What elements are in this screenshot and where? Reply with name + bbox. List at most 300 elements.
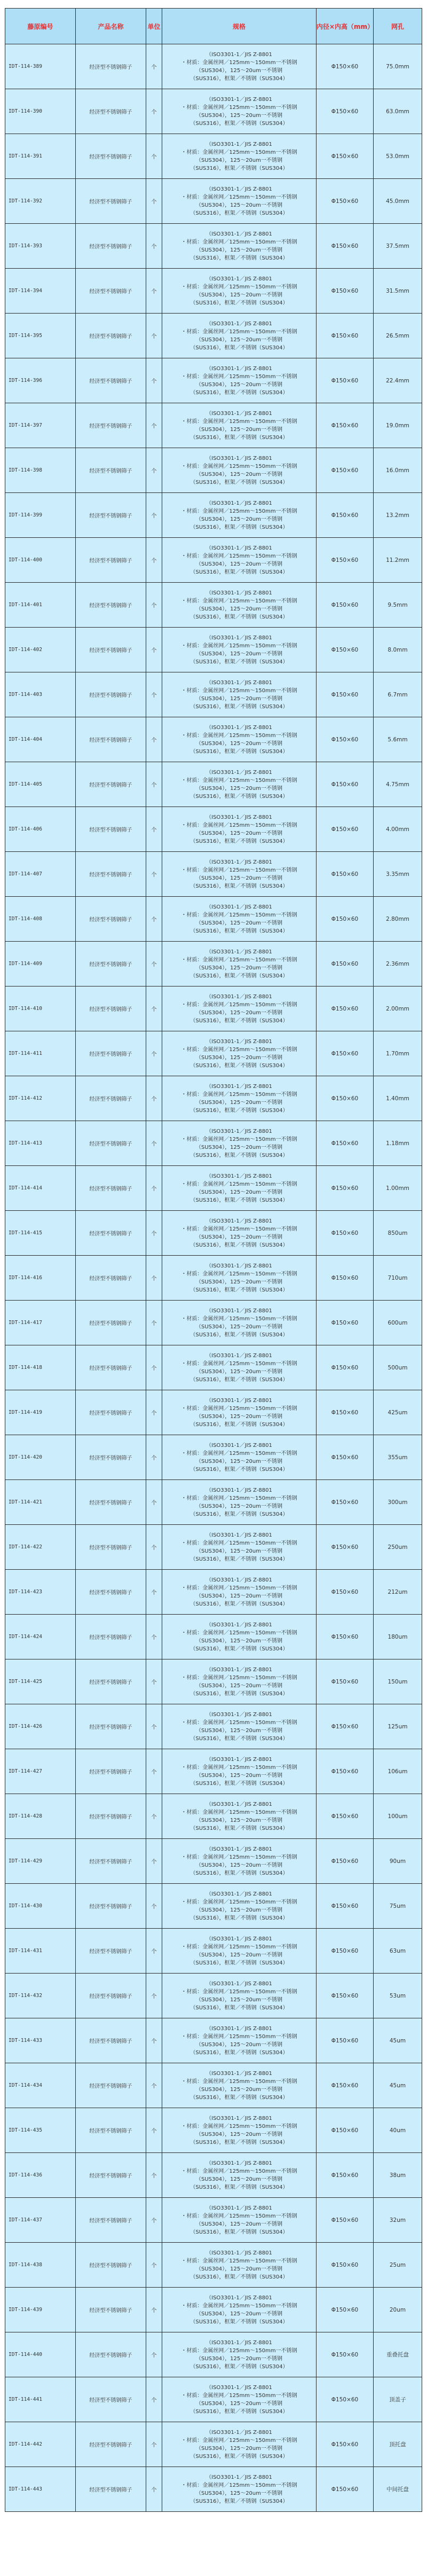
product-size: Φ150×60 bbox=[317, 1435, 374, 1480]
spec-line: ・材质：金属丝网／125mm～150mm一不锈钢 bbox=[181, 2168, 297, 2174]
product-spec bbox=[162, 1166, 317, 1211]
spec-line: ・材质：金属丝网／125mm～150mm一不锈钢 bbox=[181, 463, 297, 469]
product-mesh: 3.35mm bbox=[374, 852, 422, 897]
spec-line: （ISO3301-1／JIS Z-8801 bbox=[206, 2474, 272, 2480]
table-row bbox=[5, 1031, 422, 1076]
product-name: 经济型不锈钢筛子 bbox=[76, 986, 146, 1031]
product-mesh: 45um bbox=[374, 2018, 422, 2063]
spec-line: （SUS316），框架／不锈钢（SUS304） bbox=[190, 973, 288, 979]
table-header-row bbox=[5, 9, 422, 44]
product-size: Φ150×60 bbox=[317, 942, 374, 986]
table-row bbox=[5, 358, 422, 403]
product-unit: 个 bbox=[146, 358, 162, 403]
product-mesh: 106um bbox=[374, 1749, 422, 1794]
spec-line: （SUS304），125～20um一不锈钢 bbox=[196, 740, 282, 747]
product-unit: 个 bbox=[146, 2467, 162, 2512]
product-unit: 个 bbox=[146, 493, 162, 538]
spec-line: （ISO3301-1／JIS Z-8801 bbox=[206, 2205, 272, 2211]
spec-line: （ISO3301-1／JIS Z-8801 bbox=[206, 993, 272, 1000]
spec-line: ・材质：金属丝网／125mm～150mm一不锈钢 bbox=[181, 59, 297, 66]
spec-line: ・材质：金属丝网／125mm～150mm一不锈钢 bbox=[181, 2213, 297, 2219]
product-mesh: 6.7mm bbox=[374, 672, 422, 717]
product-name: 经济型不锈钢筛子 bbox=[76, 2377, 146, 2422]
header-mesh: 网孔 bbox=[374, 9, 422, 44]
spec-line: （SUS304），125～20um一不锈钢 bbox=[196, 426, 282, 433]
product-code: IDT-114-427 bbox=[5, 1749, 76, 1794]
product-code: IDT-114-415 bbox=[5, 1211, 76, 1256]
spec-line: （SUS316），框架／不锈钢（SUS304） bbox=[190, 1556, 288, 1562]
spec-line: ・材质：金属丝网／125mm～150mm一不锈钢 bbox=[181, 284, 297, 290]
product-size: Φ150×60 bbox=[317, 179, 374, 224]
spec-line: ・材质：金属丝网／125mm～150mm一不锈钢 bbox=[181, 2123, 297, 2129]
product-spec bbox=[162, 179, 317, 224]
spec-line: （SUS304），125～20um一不锈钢 bbox=[196, 2266, 282, 2272]
product-unit: 个 bbox=[146, 1301, 162, 1345]
spec-line: （SUS304），125～20um一不锈钢 bbox=[196, 651, 282, 657]
product-spec bbox=[162, 1211, 317, 1256]
product-mesh: 40um bbox=[374, 2108, 422, 2153]
product-size: Φ150×60 bbox=[317, 224, 374, 269]
spec-line: （SUS316），框架／不锈钢（SUS304） bbox=[190, 524, 288, 530]
product-size: Φ150×60 bbox=[317, 1031, 374, 1076]
product-code: IDT-114-422 bbox=[5, 1525, 76, 1570]
product-name: 经济型不锈钢筛子 bbox=[76, 1659, 146, 1704]
product-mesh: 11.2mm bbox=[374, 538, 422, 583]
spec-line: （ISO3301-1／JIS Z-8801 bbox=[206, 814, 272, 820]
header-size: 内径×内高（mm） bbox=[317, 9, 374, 44]
spec-line: （SUS316），框架／不锈钢（SUS304） bbox=[190, 165, 288, 171]
product-name: 经济型不锈钢筛子 bbox=[76, 1749, 146, 1794]
spec-line: ・材质：金属丝网／125mm～150mm一不锈钢 bbox=[181, 1450, 297, 1457]
product-name: 经济型不锈钢筛子 bbox=[76, 1704, 146, 1749]
spec-line: （SUS304），125～20um一不锈钢 bbox=[196, 1054, 282, 1061]
product-mesh: 20um bbox=[374, 2288, 422, 2332]
product-name: 经济型不锈钢筛子 bbox=[76, 269, 146, 314]
table-row bbox=[5, 269, 422, 314]
spec-line: ・材质：金属丝网／125mm～150mm一不锈钢 bbox=[181, 1136, 297, 1142]
product-mesh: 中间托盘 bbox=[374, 2467, 422, 2512]
product-code: IDT-114-389 bbox=[5, 44, 76, 89]
product-name: 经济型不锈钢筛子 bbox=[76, 1884, 146, 1929]
product-size: Φ150×60 bbox=[317, 1211, 374, 1256]
spec-line: （SUS316），框架／不锈钢（SUS304） bbox=[190, 2184, 288, 2190]
spec-line: （SUS316），框架／不锈钢（SUS304） bbox=[190, 1915, 288, 1921]
spec-line: （ISO3301-1／JIS Z-8801 bbox=[206, 1577, 272, 1583]
product-size: Φ150×60 bbox=[317, 44, 374, 89]
product-size: Φ150×60 bbox=[317, 1121, 374, 1166]
product-unit: 个 bbox=[146, 314, 162, 358]
product-mesh: 8.0mm bbox=[374, 628, 422, 672]
spec-line: （ISO3301-1／JIS Z-8801 bbox=[206, 1352, 272, 1359]
product-code: IDT-114-425 bbox=[5, 1659, 76, 1704]
spec-line: （ISO3301-1／JIS Z-8801 bbox=[206, 186, 272, 192]
product-unit: 个 bbox=[146, 1256, 162, 1301]
table-row bbox=[5, 2422, 422, 2467]
product-size: Φ150×60 bbox=[317, 1390, 374, 1435]
spec-line: （SUS316），框架／不锈钢（SUS304） bbox=[190, 614, 288, 620]
product-unit: 个 bbox=[146, 1659, 162, 1704]
spec-line: ・材质：金属丝网／125mm～150mm一不锈钢 bbox=[181, 2258, 297, 2264]
product-unit: 个 bbox=[146, 1794, 162, 1839]
product-mesh: 9.5mm bbox=[374, 583, 422, 628]
product-mesh: 25um bbox=[374, 2243, 422, 2288]
spec-line: （SUS304），125～20um一不锈钢 bbox=[196, 112, 282, 119]
spec-line: （SUS304），125～20um一不锈钢 bbox=[196, 1862, 282, 1868]
product-name: 经济型不锈钢筛子 bbox=[76, 672, 146, 717]
table-row bbox=[5, 1615, 422, 1659]
product-size: Φ150×60 bbox=[317, 1615, 374, 1659]
product-spec bbox=[162, 224, 317, 269]
product-spec bbox=[162, 1659, 317, 1704]
product-size: Φ150×60 bbox=[317, 852, 374, 897]
product-unit: 个 bbox=[146, 2198, 162, 2243]
spec-line: （SUS316），框架／不锈钢（SUS304） bbox=[190, 1601, 288, 1607]
product-size: Φ150×60 bbox=[317, 1301, 374, 1345]
product-size: Φ150×60 bbox=[317, 897, 374, 942]
product-unit: 个 bbox=[146, 1749, 162, 1794]
spec-line: ・材质：金属丝网／125mm～150mm一不锈钢 bbox=[181, 777, 297, 784]
product-spec bbox=[162, 1480, 317, 1525]
product-mesh: 90um bbox=[374, 1839, 422, 1884]
product-name: 经济型不锈钢筛子 bbox=[76, 583, 146, 628]
spec-line: （SUS316），框架／不锈钢（SUS304） bbox=[190, 1107, 288, 1114]
product-spec bbox=[162, 2422, 317, 2467]
product-unit: 个 bbox=[146, 672, 162, 717]
product-unit: 个 bbox=[146, 762, 162, 807]
spec-line: （SUS316），框架／不锈钢（SUS304） bbox=[190, 1332, 288, 1338]
spec-line: ・材质：金属丝网／125mm～150mm一不锈钢 bbox=[181, 2033, 297, 2040]
product-size: Φ150×60 bbox=[317, 628, 374, 672]
product-code: IDT-114-436 bbox=[5, 2153, 76, 2198]
product-spec bbox=[162, 1525, 317, 1570]
spec-line: （SUS304），125～20um一不锈钢 bbox=[196, 1279, 282, 1285]
product-spec bbox=[162, 986, 317, 1031]
product-code: IDT-114-414 bbox=[5, 1166, 76, 1211]
product-mesh: 顶托盘 bbox=[374, 2422, 422, 2467]
spec-line: （ISO3301-1／JIS Z-8801 bbox=[206, 1307, 272, 1314]
product-spec bbox=[162, 269, 317, 314]
spec-line: ・材质：金属丝网／125mm～150mm一不锈钢 bbox=[181, 912, 297, 918]
table-row bbox=[5, 1929, 422, 1974]
spec-line: （ISO3301-1／JIS Z-8801 bbox=[206, 1173, 272, 1179]
spec-line: （ISO3301-1／JIS Z-8801 bbox=[206, 2115, 272, 2121]
product-name: 经济型不锈钢筛子 bbox=[76, 1570, 146, 1615]
spec-line: （SUS304），125～20um一不锈钢 bbox=[196, 336, 282, 343]
product-name: 经济型不锈钢筛子 bbox=[76, 1390, 146, 1435]
header-spec: 规格 bbox=[162, 9, 317, 44]
spec-line: （SUS316），框架／不锈钢（SUS304） bbox=[190, 748, 288, 755]
product-code: IDT-114-398 bbox=[5, 448, 76, 493]
spec-line: ・材质：金属丝网／125mm～150mm一不锈钢 bbox=[181, 508, 297, 514]
spec-line: ・材质：金属丝网／125mm～150mm一不锈钢 bbox=[181, 1809, 297, 1815]
product-unit: 个 bbox=[146, 2153, 162, 2198]
spec-line: （SUS304），125～20um一不锈钢 bbox=[196, 1593, 282, 1599]
spec-line: （SUS316），框架／不锈钢（SUS304） bbox=[190, 2319, 288, 2325]
spec-line: （ISO3301-1／JIS Z-8801 bbox=[206, 1263, 272, 1269]
product-name: 经济型不锈钢筛子 bbox=[76, 1480, 146, 1525]
product-size: Φ150×60 bbox=[317, 2153, 374, 2198]
product-unit: 个 bbox=[146, 403, 162, 448]
product-size: Φ150×60 bbox=[317, 269, 374, 314]
product-size: Φ150×60 bbox=[317, 2018, 374, 2063]
product-unit: 个 bbox=[146, 1345, 162, 1390]
product-unit: 个 bbox=[146, 2018, 162, 2063]
product-spec bbox=[162, 1435, 317, 1480]
product-name: 经济型不锈钢筛子 bbox=[76, 1256, 146, 1301]
spec-line: （SUS316），框架／不锈钢（SUS304） bbox=[190, 659, 288, 665]
spec-line: （ISO3301-1／JIS Z-8801 bbox=[206, 859, 272, 865]
spec-line: ・材质：金属丝网／125mm～150mm一不锈钢 bbox=[181, 2347, 297, 2354]
spec-line: （ISO3301-1／JIS Z-8801 bbox=[206, 500, 272, 506]
product-mesh: 212um bbox=[374, 1570, 422, 1615]
product-code: IDT-114-392 bbox=[5, 179, 76, 224]
spec-line: （SUS316），框架／不锈钢（SUS304） bbox=[190, 1017, 288, 1024]
spec-line: （ISO3301-1／JIS Z-8801 bbox=[206, 2295, 272, 2301]
product-mesh: 13.2mm bbox=[374, 493, 422, 538]
product-code: IDT-114-420 bbox=[5, 1435, 76, 1480]
product-unit: 个 bbox=[146, 852, 162, 897]
table-row bbox=[5, 44, 422, 89]
table-row bbox=[5, 538, 422, 583]
product-unit: 个 bbox=[146, 1031, 162, 1076]
product-unit: 个 bbox=[146, 986, 162, 1031]
product-size: Φ150×60 bbox=[317, 986, 374, 1031]
table-row bbox=[5, 1301, 422, 1345]
table-row bbox=[5, 403, 422, 448]
product-unit: 个 bbox=[146, 1929, 162, 1974]
spec-line: （SUS304），125～20um一不锈钢 bbox=[196, 1503, 282, 1509]
product-name: 经济型不锈钢筛子 bbox=[76, 2288, 146, 2332]
spec-line: （SUS304），125～20um一不锈钢 bbox=[196, 2311, 282, 2317]
spec-line: ・材质：金属丝网／125mm～150mm一不锈钢 bbox=[181, 2392, 297, 2399]
product-spec bbox=[162, 1121, 317, 1166]
product-code: IDT-114-418 bbox=[5, 1345, 76, 1390]
spec-line: （SUS316），框架／不锈钢（SUS304） bbox=[190, 344, 288, 351]
product-name: 经济型不锈钢筛子 bbox=[76, 1615, 146, 1659]
product-size: Φ150×60 bbox=[317, 1570, 374, 1615]
spec-line: （SUS304），125～20um一不锈钢 bbox=[196, 2041, 282, 2048]
table-row bbox=[5, 448, 422, 493]
spec-line: （SUS316），框架／不锈钢（SUS304） bbox=[190, 210, 288, 216]
spec-line: （SUS304），125～20um一不锈钢 bbox=[196, 920, 282, 926]
product-spec bbox=[162, 2153, 317, 2198]
spec-line: （SUS316），框架／不锈钢（SUS304） bbox=[190, 2274, 288, 2280]
spec-line: （SUS304），125～20um一不锈钢 bbox=[196, 875, 282, 881]
header-code: 藤原编号 bbox=[5, 9, 76, 44]
product-unit: 个 bbox=[146, 583, 162, 628]
product-code: IDT-114-409 bbox=[5, 942, 76, 986]
table-row bbox=[5, 628, 422, 672]
product-unit: 个 bbox=[146, 44, 162, 89]
spec-line: （SUS304），125～20um一不锈钢 bbox=[196, 1458, 282, 1465]
spec-line: ・材质：金属丝网／125mm～150mm一不锈钢 bbox=[181, 1316, 297, 1322]
table-row bbox=[5, 1480, 422, 1525]
spec-line: ・材质：金属丝网／125mm～150mm一不锈钢 bbox=[181, 239, 297, 245]
spec-line: （ISO3301-1／JIS Z-8801 bbox=[206, 1397, 272, 1404]
product-size: Φ150×60 bbox=[317, 2467, 374, 2512]
table-row bbox=[5, 2332, 422, 2377]
table-row bbox=[5, 897, 422, 942]
table-row bbox=[5, 2153, 422, 2198]
product-name: 经济型不锈钢筛子 bbox=[76, 403, 146, 448]
product-unit: 个 bbox=[146, 717, 162, 762]
product-mesh: 355um bbox=[374, 1435, 422, 1480]
product-unit: 个 bbox=[146, 448, 162, 493]
spec-line: （SUS316），框架／不锈钢（SUS304） bbox=[190, 255, 288, 261]
spec-line: ・材质：金属丝网／125mm～150mm一不锈钢 bbox=[181, 822, 297, 828]
product-spec bbox=[162, 1031, 317, 1076]
table-row bbox=[5, 1166, 422, 1211]
product-size: Φ150×60 bbox=[317, 2108, 374, 2153]
product-code: IDT-114-407 bbox=[5, 852, 76, 897]
product-size: Φ150×60 bbox=[317, 1749, 374, 1794]
spec-line: （SUS316），框架／不锈钢（SUS304） bbox=[190, 1735, 288, 1742]
product-mesh: 75.0mm bbox=[374, 44, 422, 89]
spec-line: （SUS304），125～20um一不锈钢 bbox=[196, 606, 282, 612]
spec-line: ・材质：金属丝网／125mm～150mm一不锈钢 bbox=[181, 2482, 297, 2488]
table-row bbox=[5, 179, 422, 224]
product-size: Φ150×60 bbox=[317, 1166, 374, 1211]
table-row bbox=[5, 224, 422, 269]
product-code: IDT-114-417 bbox=[5, 1301, 76, 1345]
spec-line: ・材质：金属丝网／125mm～150mm一不锈钢 bbox=[181, 149, 297, 155]
product-code: IDT-114-399 bbox=[5, 493, 76, 538]
product-code: IDT-114-435 bbox=[5, 2108, 76, 2153]
spec-line: （SUS316），框架／不锈钢（SUS304） bbox=[190, 838, 288, 844]
product-code: IDT-114-404 bbox=[5, 717, 76, 762]
table-row bbox=[5, 2377, 422, 2422]
spec-line: ・材质：金属丝网／125mm～150mm一不锈钢 bbox=[181, 2437, 297, 2444]
spec-line: （ISO3301-1／JIS Z-8801 bbox=[206, 1756, 272, 1763]
spec-line: （ISO3301-1／JIS Z-8801 bbox=[206, 1980, 272, 1987]
spec-line: （SUS304），125～20um一不锈钢 bbox=[196, 2221, 282, 2227]
product-mesh: 75um bbox=[374, 1884, 422, 1929]
table-row bbox=[5, 1749, 422, 1794]
spec-line: ・材质：金属丝网／125mm～150mm一不锈钢 bbox=[181, 1001, 297, 1008]
product-name: 经济型不锈钢筛子 bbox=[76, 358, 146, 403]
product-unit: 个 bbox=[146, 2063, 162, 2108]
spec-line: ・材质：金属丝网／125mm～150mm一不锈钢 bbox=[181, 1719, 297, 1726]
spec-line: （SUS316），框架／不锈钢（SUS304） bbox=[190, 1646, 288, 1652]
product-name: 经济型不锈钢筛子 bbox=[76, 1839, 146, 1884]
spec-line: （SUS316），框架／不锈钢（SUS304） bbox=[190, 75, 288, 82]
spec-line: （ISO3301-1／JIS Z-8801 bbox=[206, 1666, 272, 1673]
product-spec bbox=[162, 1570, 317, 1615]
product-mesh: 2.00mm bbox=[374, 986, 422, 1031]
spec-line: （SUS316），框架／不锈钢（SUS304） bbox=[190, 1421, 288, 1428]
table-row bbox=[5, 2467, 422, 2512]
product-mesh: 425um bbox=[374, 1390, 422, 1435]
product-spec bbox=[162, 942, 317, 986]
product-code: IDT-114-429 bbox=[5, 1839, 76, 1884]
spec-line: （SUS316），框架／不锈钢（SUS304） bbox=[190, 120, 288, 127]
product-unit: 个 bbox=[146, 1884, 162, 1929]
spec-line: ・材质：金属丝网／125mm～150mm一不锈钢 bbox=[181, 328, 297, 335]
spec-line: （SUS316），框架／不锈钢（SUS304） bbox=[190, 2049, 288, 2056]
product-name: 经济型不锈钢筛子 bbox=[76, 1929, 146, 1974]
product-mesh: 53um bbox=[374, 1974, 422, 2018]
spec-line: （SUS316），框架／不锈钢（SUS304） bbox=[190, 569, 288, 575]
product-spec bbox=[162, 1704, 317, 1749]
spec-line: （ISO3301-1／JIS Z-8801 bbox=[206, 545, 272, 551]
spec-line: ・材质：金属丝网／125mm～150mm一不锈钢 bbox=[181, 1988, 297, 1995]
spec-line: （SUS304），125～20um一不锈钢 bbox=[196, 1234, 282, 1240]
product-spec bbox=[162, 2063, 317, 2108]
product-mesh: 1.18mm bbox=[374, 1121, 422, 1166]
product-name: 经济型不锈钢筛子 bbox=[76, 807, 146, 852]
spec-line: ・材质：金属丝网／125mm～150mm一不锈钢 bbox=[181, 957, 297, 963]
product-mesh: 300um bbox=[374, 1480, 422, 1525]
table-row bbox=[5, 986, 422, 1031]
product-spec bbox=[162, 2018, 317, 2063]
spec-line: （ISO3301-1／JIS Z-8801 bbox=[206, 1711, 272, 1718]
spec-line: （ISO3301-1／JIS Z-8801 bbox=[206, 320, 272, 327]
product-unit: 个 bbox=[146, 1615, 162, 1659]
spec-line: ・材质：金属丝网／125mm～150mm一不锈钢 bbox=[181, 2303, 297, 2309]
spec-line: （SUS316），框架／不锈钢（SUS304） bbox=[190, 1197, 288, 1203]
product-name: 经济型不锈钢筛子 bbox=[76, 1794, 146, 1839]
product-spec bbox=[162, 807, 317, 852]
header-name: 产品名称 bbox=[76, 9, 146, 44]
spec-line: ・材质：金属丝网／125mm～150mm一不锈钢 bbox=[181, 1091, 297, 1098]
table-row bbox=[5, 1659, 422, 1704]
product-name: 经济型不锈钢筛子 bbox=[76, 1121, 146, 1166]
spec-line: （SUS316），框架／不锈钢（SUS304） bbox=[190, 703, 288, 710]
product-size: Φ150×60 bbox=[317, 448, 374, 493]
spec-line: （ISO3301-1／JIS Z-8801 bbox=[206, 1801, 272, 1807]
table-row bbox=[5, 1435, 422, 1480]
spec-line: （SUS304），125～20um一不锈钢 bbox=[196, 2131, 282, 2137]
product-unit: 个 bbox=[146, 134, 162, 179]
product-spec bbox=[162, 2332, 317, 2377]
product-code: IDT-114-424 bbox=[5, 1615, 76, 1659]
product-name: 经济型不锈钢筛子 bbox=[76, 448, 146, 493]
product-code: IDT-114-411 bbox=[5, 1031, 76, 1076]
table-row bbox=[5, 314, 422, 358]
spec-line: （SUS304），125～20um一不锈钢 bbox=[196, 381, 282, 388]
product-mesh: 2.36mm bbox=[374, 942, 422, 986]
product-unit: 个 bbox=[146, 269, 162, 314]
product-code: IDT-114-439 bbox=[5, 2288, 76, 2332]
product-code: IDT-114-432 bbox=[5, 1974, 76, 2018]
product-unit: 个 bbox=[146, 1570, 162, 1615]
spec-line: （SUS304），125～20um一不锈钢 bbox=[196, 2490, 282, 2496]
product-code: IDT-114-421 bbox=[5, 1480, 76, 1525]
spec-line: （SUS304），125～20um一不锈钢 bbox=[196, 2176, 282, 2182]
product-unit: 个 bbox=[146, 628, 162, 672]
product-spec bbox=[162, 1256, 317, 1301]
spec-line: （SUS316），框架／不锈钢（SUS304） bbox=[190, 1511, 288, 1517]
product-mesh: 37.5mm bbox=[374, 224, 422, 269]
product-unit: 个 bbox=[146, 2243, 162, 2288]
product-code: IDT-114-393 bbox=[5, 224, 76, 269]
product-code: IDT-114-410 bbox=[5, 986, 76, 1031]
product-code: IDT-114-416 bbox=[5, 1256, 76, 1301]
spec-line: （SUS304），125～20um一不锈钢 bbox=[196, 202, 282, 208]
product-spec bbox=[162, 1839, 317, 1884]
product-name: 经济型不锈钢筛子 bbox=[76, 2108, 146, 2153]
product-code: IDT-114-438 bbox=[5, 2243, 76, 2288]
table-row bbox=[5, 89, 422, 134]
spec-line: （SUS304），125～20um一不锈钢 bbox=[196, 157, 282, 163]
product-name: 经济型不锈钢筛子 bbox=[76, 1166, 146, 1211]
spec-line: （ISO3301-1／JIS Z-8801 bbox=[206, 51, 272, 58]
spec-line: （ISO3301-1／JIS Z-8801 bbox=[206, 1442, 272, 1448]
product-name: 经济型不锈钢筛子 bbox=[76, 1301, 146, 1345]
product-code: IDT-114-397 bbox=[5, 403, 76, 448]
product-name: 经济型不锈钢筛子 bbox=[76, 314, 146, 358]
product-size: Φ150×60 bbox=[317, 2332, 374, 2377]
